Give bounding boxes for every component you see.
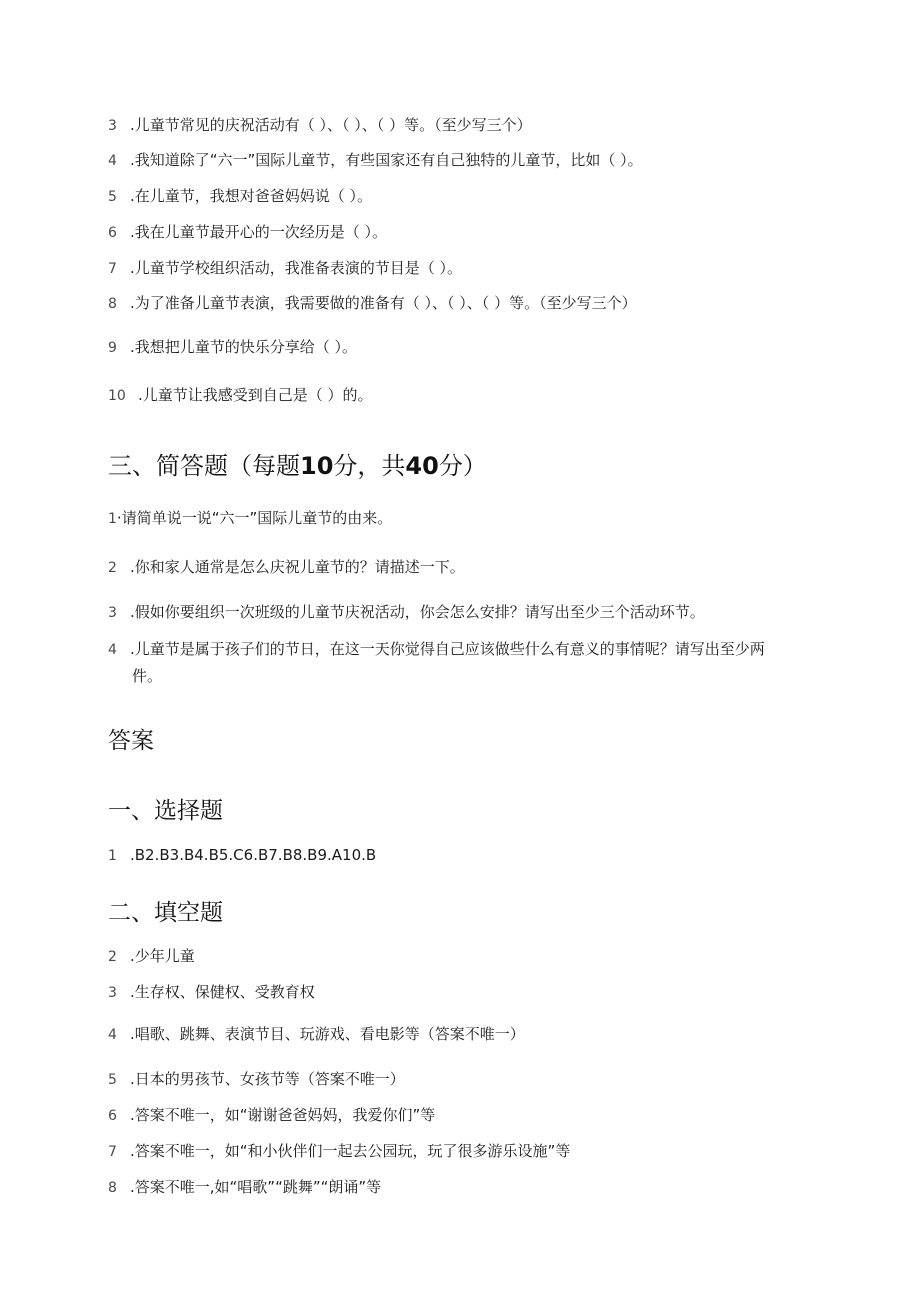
question-number: 3: [108, 605, 117, 621]
question-text: .我在儿童节最开心的一次经历是（ ）。: [130, 223, 388, 241]
heading-score-each: 10: [300, 452, 334, 480]
heading-suffix: 分）: [438, 452, 487, 480]
short-question-2: [108, 556, 808, 579]
answer-fill-8: [108, 1176, 808, 1199]
short-question-3: [108, 601, 808, 624]
answers-title: 答案: [108, 728, 154, 754]
question-text: .为了准备儿童节表演，我需要做的准备有（ ）、（ ）、（ ）等。（至少写三个）: [130, 294, 637, 312]
answer-number: 2: [108, 949, 117, 965]
answer-text: .答案不唯一，如“谢谢爸爸妈妈，我爱你们”等: [130, 1106, 436, 1124]
answer-text: .答案不唯一,如“唱歌”“跳舞”“朗诵”等: [130, 1178, 382, 1196]
question-8: [108, 292, 808, 315]
question-text: .儿童节让我感受到自己是（ ）的。: [138, 386, 373, 404]
answer-text: .答案不唯一，如“和小伙伴们一起去公园玩，玩了很多游乐设施”等: [130, 1142, 571, 1160]
question-number: 3: [108, 118, 117, 134]
answer-number: 1: [108, 848, 117, 864]
answer-text: .B2.B3.B4.B5.C6.B7.B8.B9.A10.B: [130, 846, 377, 864]
answer-number: 6: [108, 1108, 117, 1124]
answer-text: .生存权、保健权、受教育权: [130, 983, 315, 1001]
answer-fill-4: [108, 1023, 808, 1046]
question-number: 4: [108, 642, 117, 658]
answer-fill-7: [108, 1140, 808, 1163]
heading-mid: 分，共: [333, 452, 406, 480]
question-3: [108, 114, 808, 137]
answer-number: 8: [108, 1180, 117, 1196]
question-4: [108, 149, 808, 172]
question-text: .假如你要组织一次班级的儿童节庆祝活动，你会怎么安排？请写出至少三个活动环节。: [130, 603, 705, 621]
answer-number: 4: [108, 1027, 117, 1043]
question-number: 5: [108, 189, 117, 205]
question-text: .你和家人通常是怎么庆祝儿童节的？请描述一下。: [130, 558, 465, 576]
answer-text: .日本的男孩节、女孩节等（答案不唯一）: [130, 1070, 405, 1088]
short-question-4: [108, 638, 808, 661]
question-number: 6: [108, 225, 117, 241]
answer-number: 3: [108, 985, 117, 1001]
question-text: .在儿童节，我想对爸爸妈妈说（ ）。: [130, 187, 373, 205]
question-number: 2: [108, 560, 117, 576]
answers-section2-heading: 二、填空题: [108, 900, 223, 926]
question-text: .儿童节常见的庆祝活动有（ ）、（ ）、（ ）等。（至少写三个）: [130, 116, 532, 134]
answer-choice-line: [108, 844, 808, 867]
short-question-1: [108, 507, 808, 530]
question-text: .儿童节是属于孩子们的节日，在这一天你觉得自己应该做些什么有意义的事情呢？请写出至少两: [130, 640, 765, 658]
answer-fill-6: [108, 1104, 808, 1127]
question-7: [108, 257, 808, 280]
question-number: 10: [108, 388, 126, 404]
answer-fill-5: [108, 1068, 808, 1091]
question-text: .我知道除了“六一”国际儿童节，有些国家还有自己独特的儿童节，比如（ ）。: [130, 151, 643, 169]
question-text: ·请简单说一说“六一”国际儿童节的由来。: [116, 509, 393, 527]
question-number: 4: [108, 153, 117, 169]
question-text: .儿童节学校组织活动，我准备表演的节目是（ ）。: [130, 259, 463, 277]
heading-prefix: 三、简答题（每题: [108, 452, 300, 480]
answer-number: 7: [108, 1144, 117, 1160]
question-9: [108, 336, 808, 359]
question-number: 8: [108, 296, 117, 312]
answer-text: .少年儿童: [130, 947, 195, 965]
heading-score-total: 40: [405, 452, 439, 480]
answers-section1-heading: 一、选择题: [108, 798, 223, 824]
question-10: [108, 384, 808, 407]
question-5: [108, 185, 808, 208]
question-number: 7: [108, 261, 117, 277]
answer-fill-3: [108, 981, 808, 1004]
question-6: [108, 221, 808, 244]
question-number: 1: [108, 511, 117, 527]
answer-number: 5: [108, 1072, 117, 1088]
question-text: .我想把儿童节的快乐分享给（ ）。: [130, 338, 358, 356]
answer-text: .唱歌、跳舞、表演节目、玩游戏、看电影等（答案不唯一）: [130, 1025, 525, 1043]
answer-fill-2: [108, 945, 808, 968]
short-question-4-continuation: 件。: [132, 667, 163, 685]
section-short-answer-heading: [108, 451, 487, 481]
question-number: 9: [108, 340, 117, 356]
